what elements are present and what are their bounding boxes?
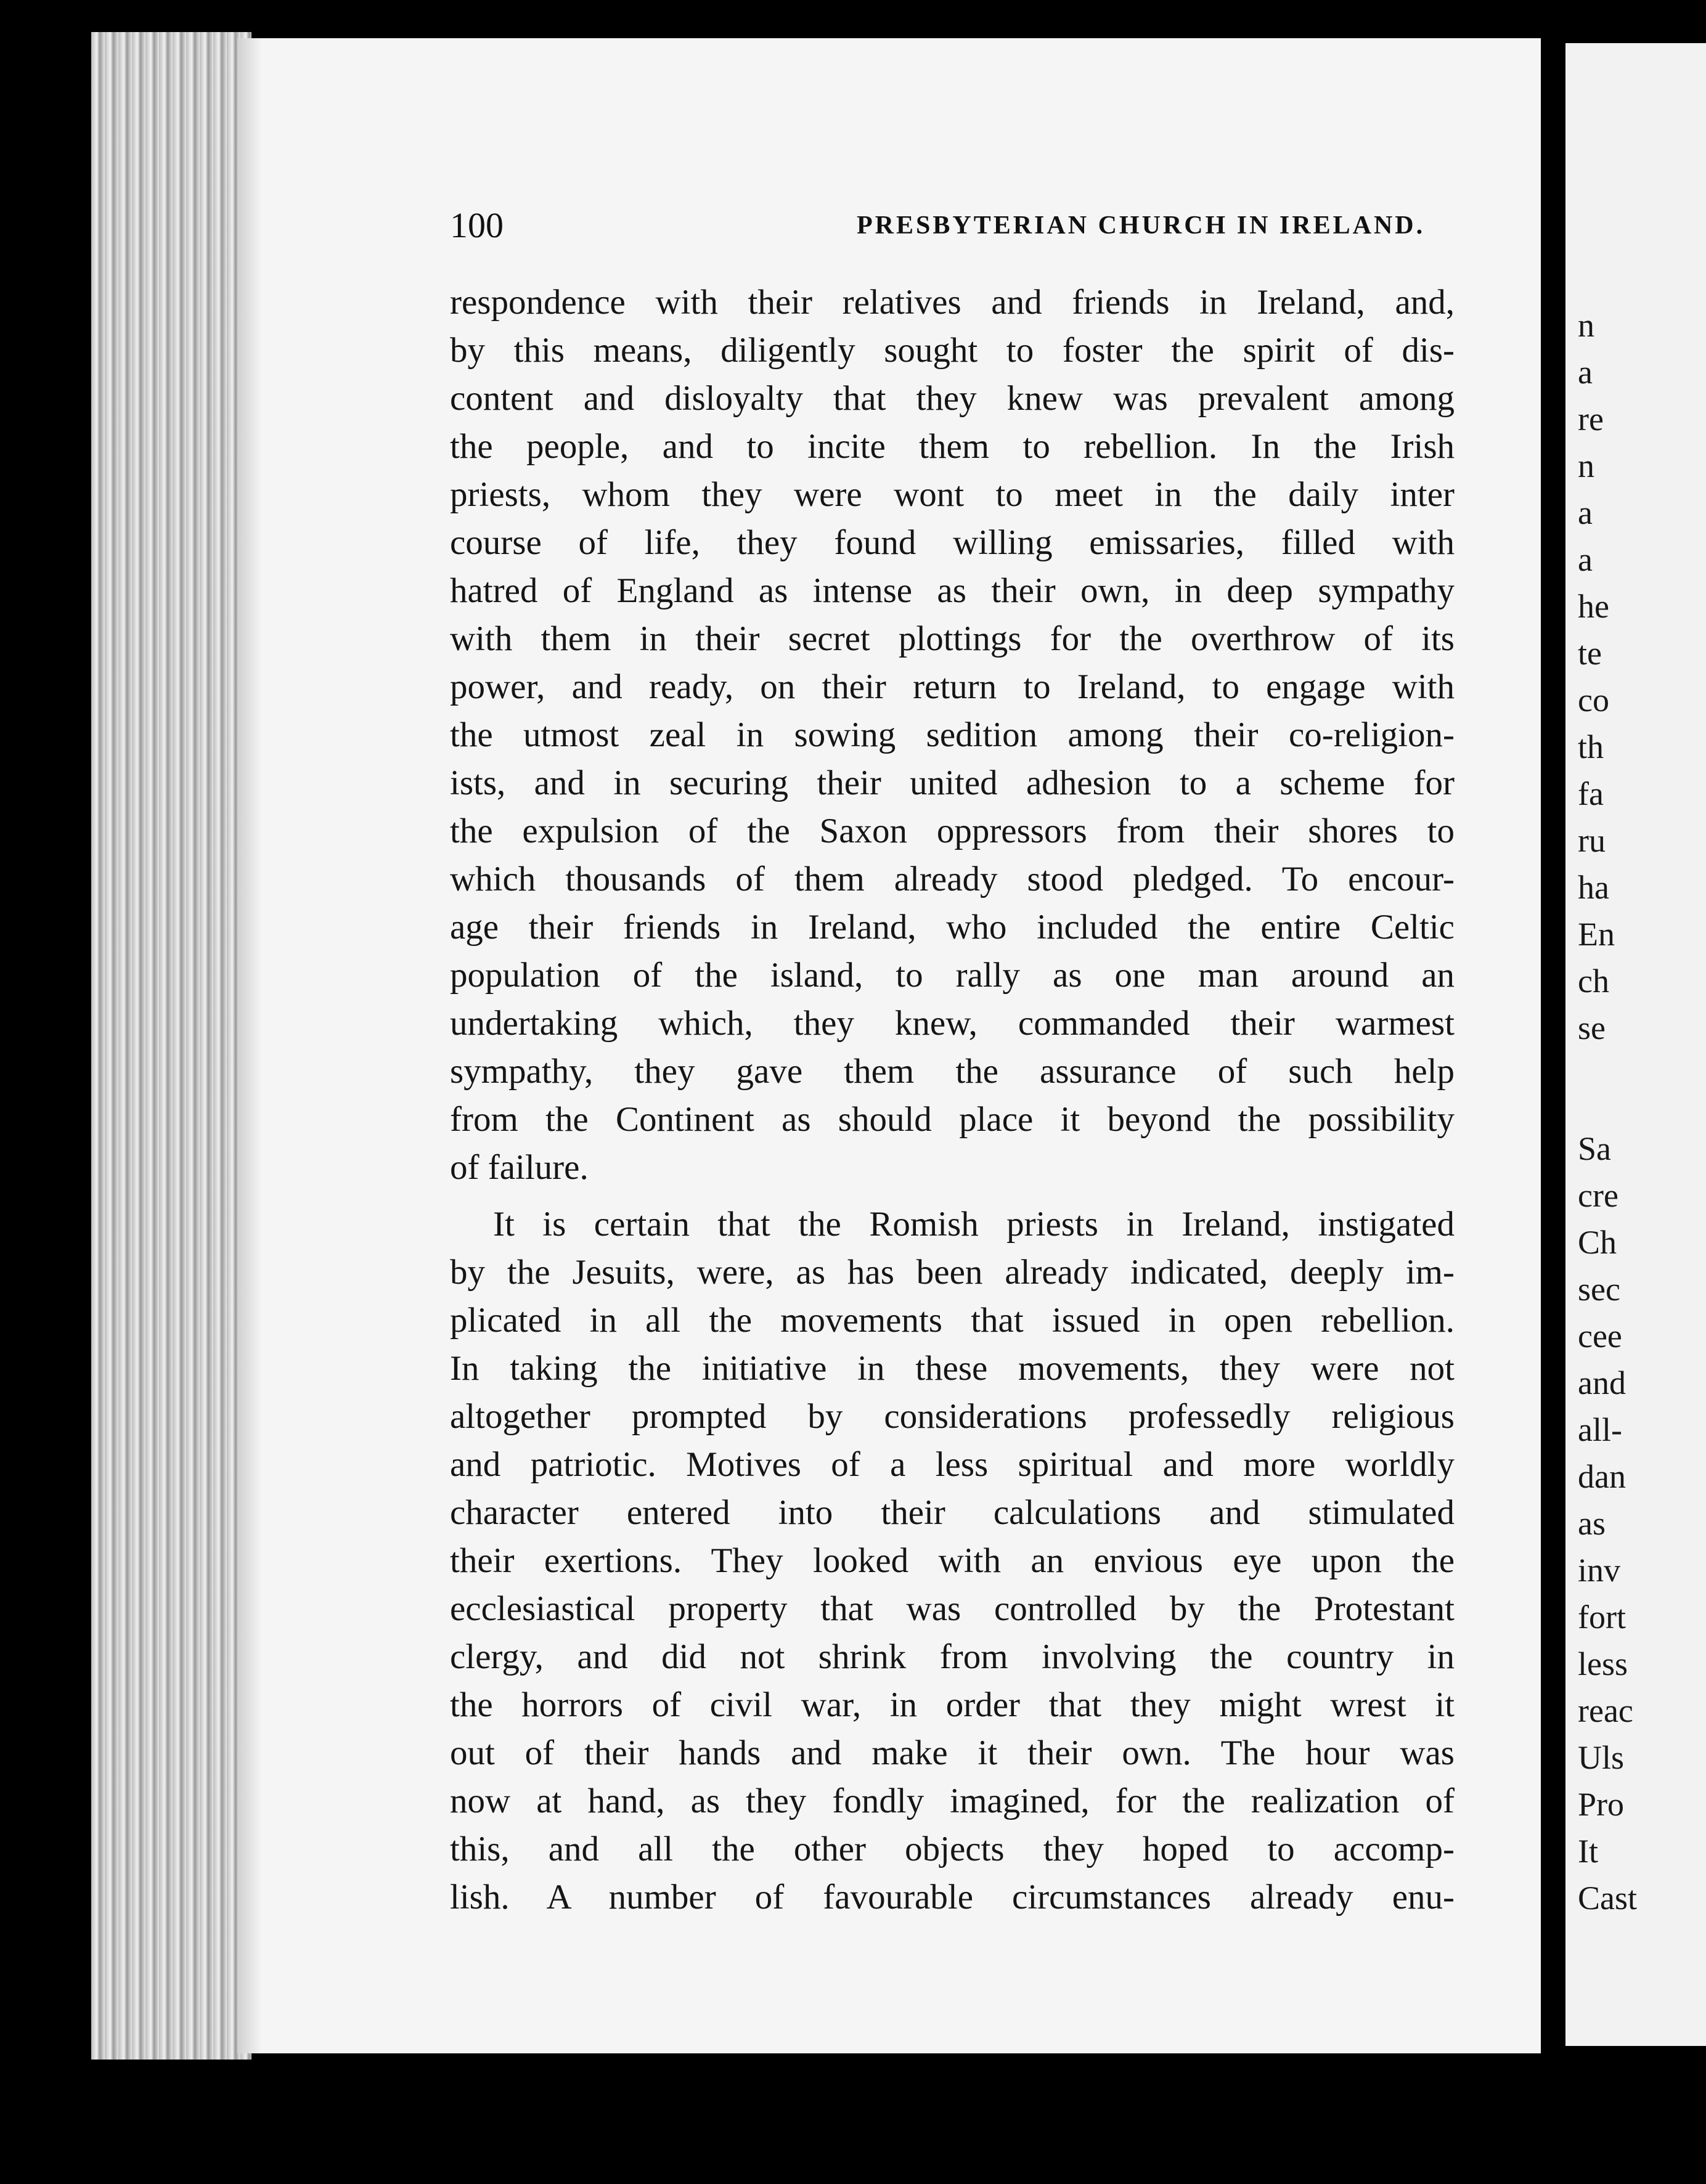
text-line: and patriotic. Motives of a less spiritual and more worldly: [450, 1445, 1455, 1484]
facing-fragment: se: [1578, 1009, 1606, 1046]
text-line: sympathy, they gave them the assurance of such help: [450, 1052, 1455, 1091]
facing-page-fragments-top: [1565, 302, 1706, 1051]
facing-fragment: a: [1578, 494, 1593, 531]
text-line: character entered into their calculations and stimulated: [450, 1493, 1455, 1532]
facing-page-text: [1565, 302, 1706, 1921]
text-line: content and disloyalty that they knew was prevalent among: [450, 379, 1455, 418]
facing-fragment: as: [1578, 1505, 1606, 1542]
facing-fragment: ha: [1578, 869, 1609, 906]
text-line: clergy, and did not shrink from involving the country in: [450, 1637, 1455, 1676]
text-line: priests, whom they were wont to meet in the daily inter: [450, 475, 1455, 514]
text-line: the horrors of civil war, in order that they might wrest it: [450, 1685, 1455, 1724]
facing-fragment: n: [1578, 447, 1594, 484]
facing-fragment: It: [1578, 1833, 1598, 1870]
stacked-page-edges: [91, 32, 251, 2060]
text-line: by the Jesuits, were, as has been already indicated, deeply im-: [450, 1253, 1455, 1292]
spine-shadow: [237, 38, 262, 2053]
facing-fragment: dan: [1578, 1458, 1626, 1495]
paragraph-1: [450, 279, 1455, 1192]
text-line: now at hand, as they fondly imagined, for the realization of: [450, 1782, 1455, 1820]
text-line: from the Continent as should place it beyond the possibility: [450, 1100, 1455, 1139]
facing-fragment: En: [1578, 916, 1615, 953]
text-line: of failure.: [450, 1148, 589, 1187]
facing-fragment: ch: [1578, 963, 1609, 1000]
facing-fragment: cre: [1578, 1177, 1618, 1214]
text-line: the expulsion of the Saxon oppressors from their shores to: [450, 812, 1455, 850]
facing-page-fragments-bottom: [1565, 1125, 1706, 1921]
text-line: course of life, they found willing emissaries, filled with: [450, 523, 1455, 562]
facing-fragment: fort: [1578, 1599, 1626, 1636]
facing-fragment: and: [1578, 1364, 1626, 1401]
facing-fragment: reac: [1578, 1692, 1633, 1729]
body-text: [450, 279, 1455, 1921]
facing-fragment: ru: [1578, 822, 1606, 859]
facing-fragment: Cast: [1578, 1880, 1638, 1917]
text-line: altogether prompted by considerations professedly religious: [450, 1397, 1455, 1436]
text-line: this, and all the other objects they hoped to accomp-: [450, 1830, 1455, 1868]
facing-fragment: sec: [1578, 1271, 1620, 1308]
facing-fragment: te: [1578, 635, 1602, 672]
text-line: the people, and to incite them to rebellion. In the Irish: [450, 427, 1455, 466]
text-line: their exertions. They looked with an envious eye upon the: [450, 1541, 1455, 1580]
facing-fragment: inv: [1578, 1552, 1621, 1589]
facing-fragment: all-: [1578, 1411, 1622, 1448]
facing-fragment: cee: [1578, 1318, 1622, 1355]
facing-fragment: Ch: [1578, 1224, 1617, 1261]
facing-fragment: he: [1578, 588, 1609, 625]
text-line: ists, and in securing their united adhesion to a scheme for: [450, 764, 1455, 802]
paragraph-2: [450, 1200, 1455, 1921]
page-number: 100: [450, 205, 504, 245]
running-title: PRESBYTERIAN CHURCH IN IRELAND.: [857, 211, 1426, 240]
facing-fragment: Uls: [1578, 1739, 1625, 1776]
text-line: by this means, diligently sought to foster the spirit of dis-: [450, 331, 1455, 370]
facing-fragment: Pro: [1578, 1786, 1625, 1823]
text-line: respondence with their relatives and friends in Ireland, and,: [450, 283, 1455, 322]
facing-fragment: a: [1578, 354, 1593, 391]
text-line: It is certain that the Romish priests in Ireland, instigated: [493, 1205, 1455, 1244]
text-line: In taking the initiative in these movements, they were not: [450, 1349, 1455, 1388]
facing-fragment: less: [1578, 1645, 1628, 1682]
facing-fragment: n: [1578, 307, 1594, 344]
facing-page-fragment: [1565, 43, 1706, 2046]
text-line: age their friends in Ireland, who included the entire Celtic: [450, 908, 1455, 947]
book-page: [237, 38, 1544, 2053]
text-line: power, and ready, on their return to Ireland, to engage with: [450, 667, 1455, 706]
facing-fragment: Sa: [1578, 1130, 1611, 1167]
text-line: with them in their secret plottings for the overthrow of its: [450, 619, 1455, 658]
text-line: hatred of England as intense as their own, in deep sympathy: [450, 571, 1455, 610]
text-line: plicated in all the movements that issued in open rebellion.: [450, 1301, 1455, 1340]
text-line: which thousands of them already stood pledged. To encour-: [450, 860, 1455, 898]
facing-fragment: a: [1578, 541, 1593, 578]
facing-fragment: th: [1578, 728, 1604, 765]
text-line: out of their hands and make it their own. The hour was: [450, 1734, 1455, 1772]
facing-fragment: re: [1578, 401, 1604, 438]
facing-fragment: fa: [1578, 775, 1604, 812]
text-line: the utmost zeal in sowing sedition among their co-religion-: [450, 715, 1455, 754]
text-line: ecclesiastical property that was controlled by the Protestant: [450, 1589, 1455, 1628]
text-line: undertaking which, they knew, commanded their warmest: [450, 1004, 1455, 1043]
text-line: population of the island, to rally as one man around an: [450, 956, 1455, 995]
facing-fragment: co: [1578, 682, 1609, 719]
running-head: [450, 205, 1467, 260]
text-line: lish. A number of favourable circumstances already enu-: [450, 1878, 1455, 1917]
gutter-shadow: [1541, 0, 1569, 2184]
